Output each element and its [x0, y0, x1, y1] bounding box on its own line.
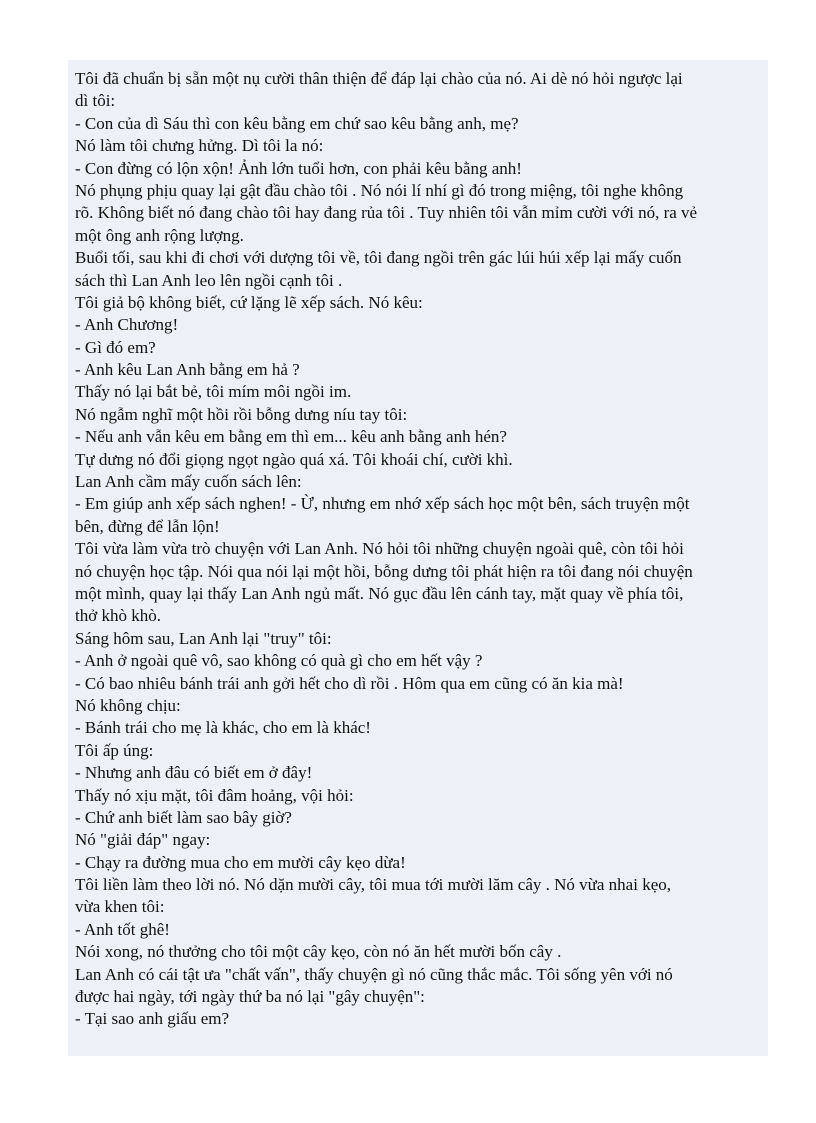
text-line: thở khò khò.	[75, 606, 161, 626]
text-line: - Bánh trái cho mẹ là khác, cho em là khác!	[75, 718, 371, 738]
text-line: - Chạy ra đường mua cho em mười cây kẹo dừa!	[75, 852, 406, 872]
text-line: nó chuyện học tập. Nói qua nói lại một hồi, bỗng dưng tôi phát hiện ra tôi đang nói chuyện	[75, 561, 693, 581]
text-line: Sáng hôm sau, Lan Anh lại "truy" tôi:	[75, 628, 332, 648]
text-line: Tôi liền làm theo lời nó. Nó dặn mười cây, tôi mua tới mười lăm cây . Nó vừa nhai kẹo,	[75, 875, 671, 895]
text-line: được hai ngày, tới ngày thứ ba nó lại "gây chuyện":	[75, 987, 425, 1007]
text-line: bên, đừng để lẫn lộn!	[75, 516, 220, 536]
text-line: Nó không chịu:	[75, 695, 181, 715]
text-line: Thấy nó lại bắt bẻ, tôi mím môi ngồi im.	[75, 382, 352, 402]
text-line: rõ. Không biết nó đang chào tôi hay đang rủa tôi . Tuy nhiên tôi vẫn mỉm cười với nó, ra vẻ	[75, 203, 698, 223]
text-line: Tự dưng nó đổi giọng ngọt ngào quá xá. Tôi khoái chí, cười khì.	[75, 449, 513, 469]
story-text	[75, 68, 765, 1031]
text-line: Tôi vừa làm vừa trò chuyện với Lan Anh. Nó hỏi tôi những chuyện ngoài quê, còn tôi hỏi	[75, 539, 684, 559]
text-line: Nói xong, nó thưởng cho tôi một cây kẹo, còn nó ăn hết mười bốn cây .	[75, 942, 562, 962]
text-line: Lan Anh có cái tật ưa "chất vấn", thấy chuyện gì nó cũng thắc mắc. Tôi sống yên với nó	[75, 964, 673, 984]
text-line: Nó làm tôi chưng hửng. Dì tôi la nó:	[75, 136, 324, 156]
text-line: - Em giúp anh xếp sách nghen! - Ừ, nhưng em nhớ xếp sách học một bên, sách truyện một	[75, 494, 690, 514]
text-line: Buổi tối, sau khi đi chơi với dượng tôi về, tôi đang ngồi trên gác lúi húi xếp lại mấy cuốn	[75, 248, 682, 268]
text-line: Tôi ấp úng:	[75, 740, 154, 760]
text-line: một ông anh rộng lượng.	[75, 225, 244, 245]
text-line: - Anh Chương!	[75, 315, 179, 335]
text-line: - Anh kêu Lan Anh bằng em hả ?	[75, 360, 300, 380]
text-line: sách thì Lan Anh leo lên ngồi cạnh tôi .	[75, 270, 343, 290]
text-line: - Có bao nhiêu bánh trái anh gởi hết cho dì rồi . Hôm qua em cũng có ăn kia mà!	[75, 673, 624, 693]
text-line: Nó ngẫm nghĩ một hồi rồi bỗng dưng níu tay tôi:	[75, 404, 408, 424]
text-line: - Con của dì Sáu thì con kêu bằng em chứ sao kêu bằng anh, mẹ?	[75, 113, 519, 133]
text-line: dì tôi:	[75, 91, 116, 111]
text-line: - Gì đó em?	[75, 337, 156, 357]
text-line: một mình, quay lại thấy Lan Anh ngủ mất. Nó gục đầu lên cánh tay, mặt quay về phía tôi,	[75, 583, 684, 603]
text-line: - Anh tốt ghê!	[75, 919, 170, 939]
text-line: vừa khen tôi:	[75, 897, 165, 917]
text-line: Lan Anh cầm mấy cuốn sách lên:	[75, 472, 302, 492]
text-line: - Con đừng có lộn xộn! Ảnh lớn tuổi hơn, con phải kêu bằng anh!	[75, 158, 522, 178]
text-line: - Nhưng anh đâu có biết em ở đây!	[75, 763, 313, 783]
text-line: Tôi giả bộ không biết, cứ lặng lẽ xếp sách. Nó kêu:	[75, 292, 423, 312]
text-line: Nó phụng phịu quay lại gật đầu chào tôi . Nó nói lí nhí gì đó trong miệng, tôi nghe không	[75, 180, 684, 200]
text-line: - Tại sao anh giấu em?	[75, 1009, 230, 1029]
text-line: - Anh ở ngoài quê vô, sao không có quà gì cho em hết vậy ?	[75, 651, 483, 671]
text-line: - Chứ anh biết làm sao bây giờ?	[75, 807, 292, 827]
text-line: Nó "giải đáp" ngay:	[75, 830, 211, 850]
text-line: Tôi đã chuẩn bị sẵn một nụ cười thân thiện để đáp lại chào của nó. Ai dè nó hỏi ngược lại	[75, 69, 683, 88]
text-line: - Nếu anh vẫn kêu em bằng em thì em... kêu anh bằng anh hén?	[75, 427, 507, 447]
text-line: Thấy nó xịu mặt, tôi đâm hoảng, vội hỏi:	[75, 785, 354, 805]
